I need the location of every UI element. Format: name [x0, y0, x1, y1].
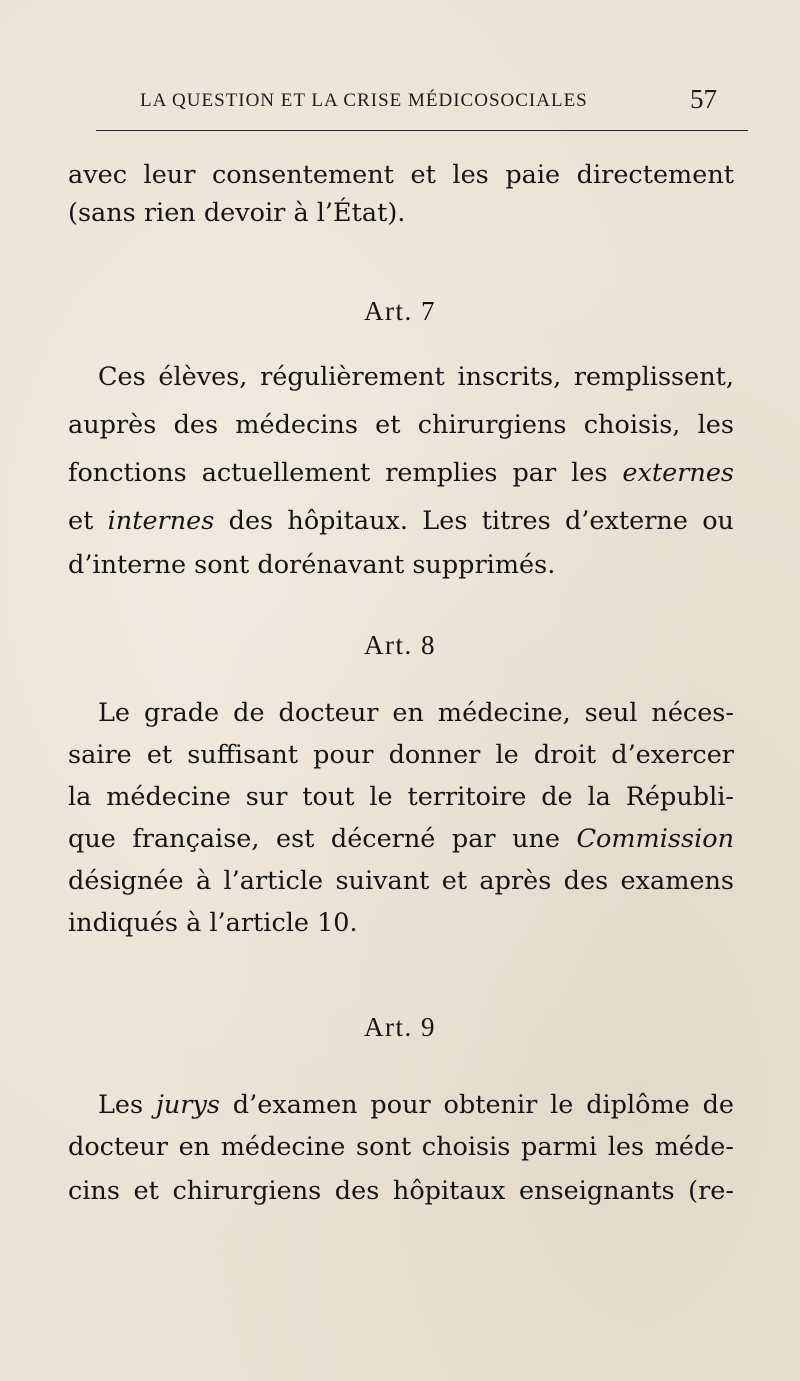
- text-line: la médecine sur tout le territoire de la Républi-: [68, 782, 734, 812]
- text-span: Les: [98, 1090, 144, 1120]
- text-span: fonctions actuellement remplies par les: [68, 458, 608, 488]
- text-span: d’examen pour obtenir le diplôme de: [232, 1090, 735, 1120]
- text-line: auprès des médecins et chirurgiens choisis, les: [68, 410, 734, 440]
- text-line: indiqués à l’article 10.: [68, 908, 358, 938]
- header-rule: [96, 130, 748, 131]
- italic-word: internes: [107, 506, 215, 536]
- text-line: d’interne sont dorénavant supprimés.: [68, 550, 556, 580]
- text-line: docteur en médecine sont choisis parmi les méde-: [68, 1132, 734, 1162]
- text-span: que française, est décerné par une: [68, 824, 561, 854]
- text-line: saire et suffisant pour donner le droit d’exercer: [68, 740, 734, 770]
- text-line: désignée à l’article suivant et après des examens: [68, 866, 734, 896]
- text-line: [68, 824, 734, 854]
- text-line: (sans rien devoir à l’État).: [68, 198, 406, 228]
- text-span: et: [68, 506, 94, 536]
- italic-word: jurys: [155, 1090, 220, 1120]
- text-line: [68, 458, 734, 488]
- italic-word: Commission: [576, 824, 734, 854]
- text-line: Le grade de docteur en médecine, seul néces-: [98, 698, 734, 728]
- page-number: 57: [690, 84, 717, 114]
- article-heading: Art. 8: [364, 630, 436, 660]
- article-heading: Art. 7: [364, 296, 436, 326]
- text-line: cins et chirurgiens des hôpitaux enseignants (re-: [68, 1176, 734, 1206]
- italic-word: externes: [622, 458, 735, 488]
- running-title: LA QUESTION ET LA CRISE MÉDICOSOCIALES: [140, 90, 588, 111]
- text-span: des hôpitaux. Les titres d’externe ou: [228, 506, 734, 536]
- text-line: Ces élèves, régulièrement inscrits, remplissent,: [98, 362, 734, 392]
- text-line: [98, 1090, 734, 1120]
- text-line: avec leur consentement et les paie directement: [68, 160, 734, 190]
- article-heading: Art. 9: [364, 1012, 436, 1042]
- text-line: [68, 506, 734, 536]
